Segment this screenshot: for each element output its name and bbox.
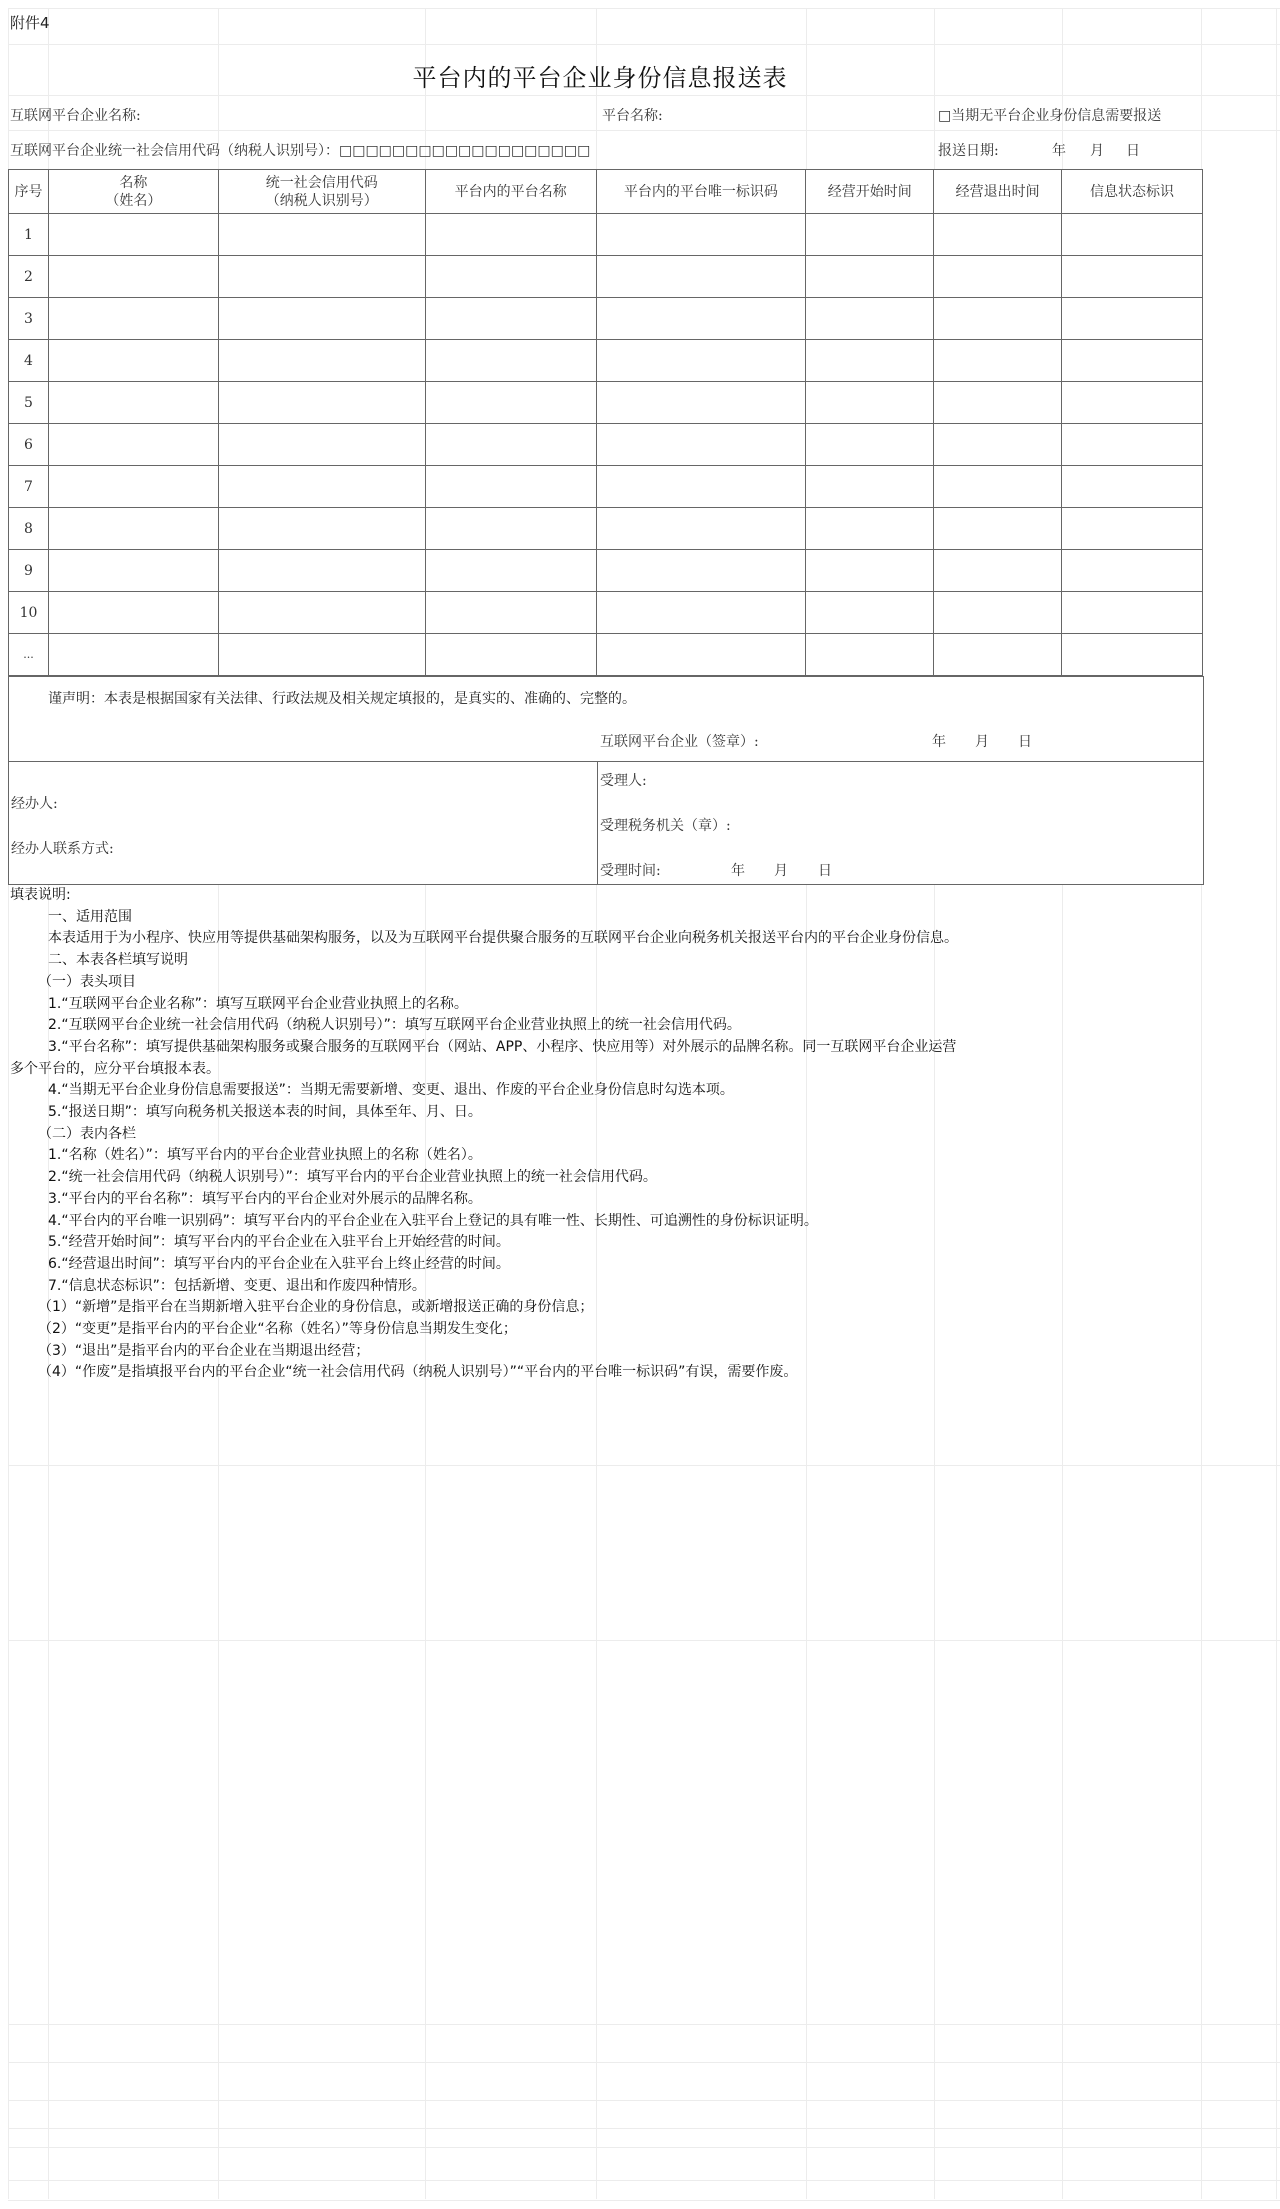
acceptance-day: 日 (818, 863, 832, 879)
notes-line: 1.“互联网平台企业名称”：填写互联网平台企业营业执照上的名称。 (48, 995, 468, 1012)
cell-name[interactable] (48, 256, 218, 298)
declaration-text: 谨声明：本表是根据国家有关法律、行政法规及相关规定填报的，是真实的、准确的、完整的。 (48, 691, 636, 707)
attachment-label: 附件4 (10, 14, 50, 32)
notes-line: （3）“退出”是指平台内的平台企业在当期退出经营； (38, 1342, 370, 1359)
no-info-checkbox[interactable]: □当期无平台企业身份信息需要报送 (938, 108, 1162, 124)
row-seq: 3 (9, 298, 49, 340)
col-header-status: 信息状态标识 (1062, 170, 1203, 214)
table-row (9, 214, 1203, 256)
cell-platform-name[interactable] (425, 256, 596, 298)
cell-start-time[interactable] (806, 256, 934, 298)
cell-status[interactable] (1062, 466, 1203, 508)
cell-status[interactable] (1062, 592, 1203, 634)
cell-start-time[interactable] (806, 466, 934, 508)
cell-exit-time[interactable] (934, 550, 1062, 592)
notes-line: 1.“名称（姓名）”：填写平台内的平台企业营业执照上的名称（姓名）。 (48, 1147, 482, 1164)
acceptance-month: 月 (774, 863, 788, 879)
cell-start-time[interactable] (806, 340, 934, 382)
col-header-name: 名称 （姓名） (48, 170, 218, 214)
row-seq: ... (9, 634, 49, 676)
cell-status[interactable] (1062, 508, 1203, 550)
cell-start-time[interactable] (806, 550, 934, 592)
cell-platform-id[interactable] (596, 214, 806, 256)
cell-credit-code[interactable] (218, 634, 425, 676)
cell-name[interactable] (48, 466, 218, 508)
row-seq: 1 (9, 214, 49, 256)
cell-platform-name[interactable] (425, 424, 596, 466)
cell-platform-name[interactable] (425, 508, 596, 550)
cell-name[interactable] (48, 382, 218, 424)
cell-status[interactable] (1062, 214, 1203, 256)
cell-start-time[interactable] (806, 424, 934, 466)
notes-line: （一）表头项目 (38, 973, 136, 990)
tax-office-label: 受理税务机关（章）: (600, 818, 731, 834)
cell-credit-code[interactable] (218, 466, 425, 508)
platform-name-label: 平台名称: (602, 108, 663, 124)
table-row (9, 340, 1203, 382)
cell-exit-time[interactable] (934, 256, 1062, 298)
row-seq: 10 (9, 592, 49, 634)
table-row (9, 508, 1203, 550)
notes-line: （2）“变更”是指平台内的平台企业“名称（姓名）”等身份信息当期发生变化； (38, 1321, 517, 1338)
table-row (9, 424, 1203, 466)
notes-line: 多个平台的，应分平台填报本表。 (10, 1060, 220, 1077)
cell-platform-name[interactable] (425, 466, 596, 508)
cell-status[interactable] (1062, 634, 1203, 676)
handler-contact-label: 经办人联系方式: (11, 841, 114, 857)
acceptance-year: 年 (731, 863, 745, 879)
report-date-year: 年 (1052, 143, 1066, 159)
row-seq: 2 (9, 256, 49, 298)
cell-name[interactable] (48, 592, 218, 634)
platform-identity-table (8, 169, 1203, 676)
notes-line: 5.“经营开始时间”：填写平台内的平台企业在入驻平台上开始经营的时间。 (48, 1234, 510, 1251)
cell-credit-code[interactable] (218, 214, 425, 256)
cell-platform-name[interactable] (425, 214, 596, 256)
notes-line: 4.“当期无平台企业身份信息需要报送”：当期无需要新增、变更、退出、作废的平台企业身份信息时勾选本项。 (48, 1082, 734, 1099)
cell-status[interactable] (1062, 340, 1203, 382)
notes-line: 7.“信息状态标识”：包括新增、变更、退出和作废四种情形。 (48, 1277, 426, 1294)
cell-exit-time[interactable] (934, 214, 1062, 256)
cell-exit-time[interactable] (934, 340, 1062, 382)
table-header-row (9, 170, 1203, 214)
page-title: 平台内的平台企业身份信息报送表 (412, 64, 788, 92)
cell-name[interactable] (48, 634, 218, 676)
report-date-month: 月 (1090, 143, 1104, 159)
col-header-exit-time: 经营退出时间 (934, 170, 1062, 214)
cell-exit-time[interactable] (934, 298, 1062, 340)
cell-platform-id[interactable] (596, 382, 806, 424)
cell-status[interactable] (1062, 256, 1203, 298)
cell-status[interactable] (1062, 382, 1203, 424)
cell-start-time[interactable] (806, 634, 934, 676)
notes-line: 5.“报送日期”：填写向税务机关报送本表的时间，具体至年、月、日。 (48, 1104, 482, 1121)
row-seq: 6 (9, 424, 49, 466)
cell-credit-code[interactable] (218, 592, 425, 634)
col-header-credit-code: 统一社会信用代码 （纳税人识别号） (218, 170, 425, 214)
cell-exit-time[interactable] (934, 466, 1062, 508)
report-date-label: 报送日期: (938, 143, 999, 159)
cell-platform-name[interactable] (425, 382, 596, 424)
notes-line: 二、本表各栏填写说明 (48, 952, 188, 969)
cell-exit-time[interactable] (934, 592, 1062, 634)
cell-platform-id[interactable] (596, 550, 806, 592)
seal-day: 日 (1018, 734, 1032, 750)
notes-line: 一、适用范围 (48, 908, 132, 925)
cell-credit-code[interactable] (218, 550, 425, 592)
cell-platform-name[interactable] (425, 340, 596, 382)
cell-credit-code[interactable] (218, 382, 425, 424)
credit-code-label: 互联网平台企业统一社会信用代码（纳税人识别号）：□□□□□□□□□□□□□□□□□□□ (10, 143, 591, 159)
cell-exit-time[interactable] (934, 424, 1062, 466)
table-row (9, 298, 1203, 340)
table-row (9, 550, 1203, 592)
cell-name[interactable] (48, 298, 218, 340)
handler-label: 经办人: (11, 796, 58, 812)
cell-credit-code[interactable] (218, 340, 425, 382)
cell-start-time[interactable] (806, 214, 934, 256)
enterprise-name-label: 互联网平台企业名称: (10, 108, 141, 124)
col-header-platform-name: 平台内的平台名称 (425, 170, 596, 214)
cell-exit-time[interactable] (934, 508, 1062, 550)
cell-name[interactable] (48, 508, 218, 550)
table-row (9, 382, 1203, 424)
col-header-start-time: 经营开始时间 (806, 170, 934, 214)
filling-instructions (10, 885, 1210, 1384)
cell-platform-name[interactable] (425, 592, 596, 634)
cell-name[interactable] (48, 550, 218, 592)
cell-platform-id[interactable] (596, 508, 806, 550)
cell-name[interactable] (48, 340, 218, 382)
cell-platform-name[interactable] (425, 634, 596, 676)
acceptance-time-label: 受理时间: (600, 863, 661, 879)
cell-platform-id[interactable] (596, 256, 806, 298)
cell-status[interactable] (1062, 550, 1203, 592)
cell-exit-time[interactable] (934, 634, 1062, 676)
notes-line: （1）“新增”是指平台在当期新增入驻平台企业的身份信息，或新增报送正确的身份信息； (38, 1299, 594, 1316)
cell-platform-id[interactable] (596, 634, 806, 676)
cell-platform-id[interactable] (596, 592, 806, 634)
cell-credit-code[interactable] (218, 508, 425, 550)
cell-start-time[interactable] (806, 592, 934, 634)
col-header-platform-id: 平台内的平台唯一标识码 (596, 170, 806, 214)
cell-start-time[interactable] (806, 298, 934, 340)
notes-line: （4）“作废”是指填报平台内的平台企业“统一社会信用代码（纳税人识别号）”“平台内的平台唯一标识码”有误，需要作废。 (38, 1364, 798, 1381)
table-row (9, 256, 1203, 298)
cell-platform-id[interactable] (596, 466, 806, 508)
row-seq: 5 (9, 382, 49, 424)
notes-line: 2.“互联网平台企业统一社会信用代码（纳税人识别号）”：填写互联网平台企业营业执照上的统一社会信用代码。 (48, 1017, 741, 1034)
receiver-label: 受理人: (600, 773, 647, 789)
cell-status[interactable] (1062, 424, 1203, 466)
cell-status[interactable] (1062, 298, 1203, 340)
cell-platform-id[interactable] (596, 424, 806, 466)
cell-exit-time[interactable] (934, 382, 1062, 424)
report-date-day: 日 (1126, 143, 1140, 159)
cell-credit-code[interactable] (218, 256, 425, 298)
table-row (9, 466, 1203, 508)
cell-credit-code[interactable] (218, 298, 425, 340)
seal-year: 年 (932, 734, 946, 750)
row-seq: 7 (9, 466, 49, 508)
seal-month: 月 (975, 734, 989, 750)
box-divider (597, 761, 598, 884)
cell-name[interactable] (48, 214, 218, 256)
row-seq: 4 (9, 340, 49, 382)
notes-line: 2.“统一社会信用代码（纳税人识别号）”：填写平台内的平台企业营业执照上的统一社会信用代码。 (48, 1169, 657, 1186)
enterprise-seal-label: 互联网平台企业（签章）: (600, 734, 759, 750)
notes-line: 本表适用于为小程序、快应用等提供基础架构服务，以及为互联网平台提供聚合服务的互联网平台企业向税务机关报送平台内的平台企业身份信息。 (48, 930, 958, 947)
table-row (9, 592, 1203, 634)
table-row (9, 634, 1203, 676)
notes-line: 3.“平台名称”：填写提供基础架构服务或聚合服务的互联网平台（网站、APP、小程序、快应用等）对外展示的品牌名称。同一互联网平台企业运营 (48, 1038, 957, 1055)
cell-platform-id[interactable] (596, 340, 806, 382)
cell-start-time[interactable] (806, 508, 934, 550)
row-seq: 8 (9, 508, 49, 550)
cell-platform-name[interactable] (425, 550, 596, 592)
cell-start-time[interactable] (806, 382, 934, 424)
cell-platform-name[interactable] (425, 298, 596, 340)
notes-line: （二）表内各栏 (38, 1125, 136, 1142)
notes-line: 6.“经营退出时间”：填写平台内的平台企业在入驻平台上终止经营的时间。 (48, 1255, 510, 1272)
row-seq: 9 (9, 550, 49, 592)
notes-line: 4.“平台内的平台唯一识别码”：填写平台内的平台企业在入驻平台上登记的具有唯一性、长期性、可追溯性的身份标识证明。 (48, 1212, 818, 1229)
cell-credit-code[interactable] (218, 424, 425, 466)
cell-platform-id[interactable] (596, 298, 806, 340)
cell-name[interactable] (48, 424, 218, 466)
notes-line: 3.“平台内的平台名称”：填写平台内的平台企业对外展示的品牌名称。 (48, 1190, 482, 1207)
col-header-seq: 序号 (9, 170, 49, 214)
notes-heading: 填表说明: (10, 887, 71, 903)
